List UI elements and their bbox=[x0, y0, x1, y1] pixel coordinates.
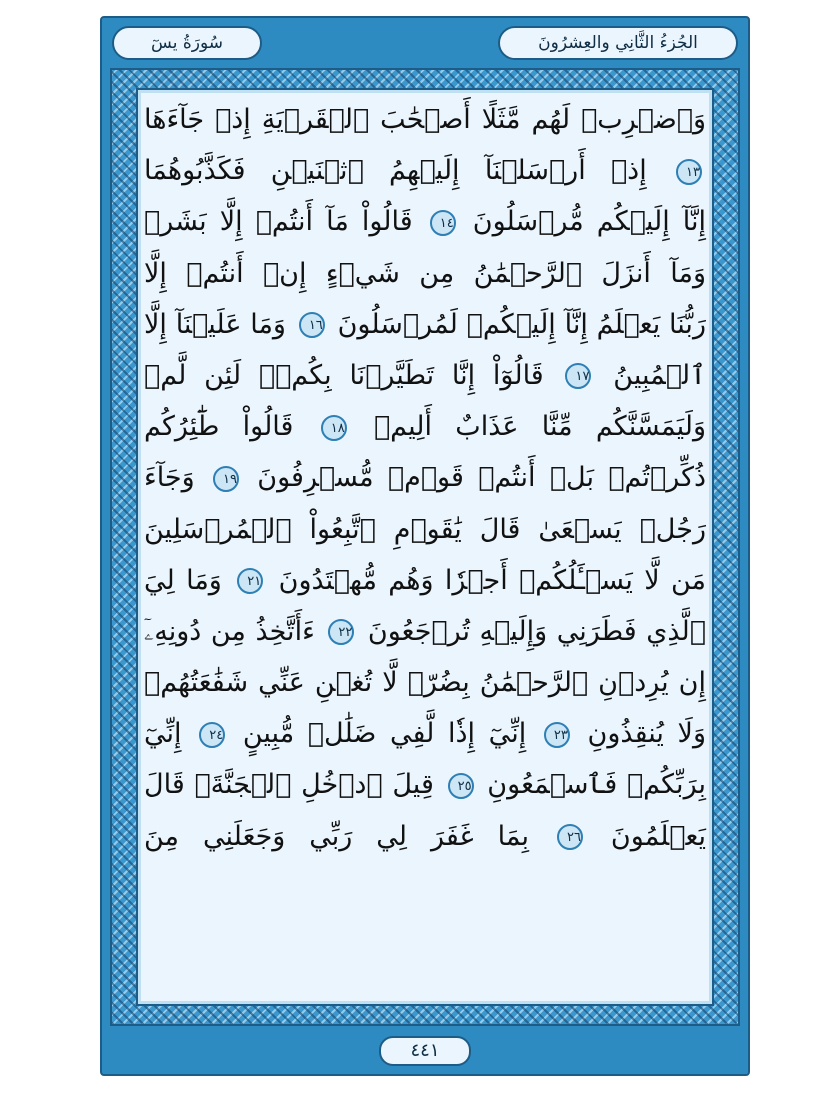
ayah-number-marker: ٢٥ bbox=[448, 773, 474, 799]
verse-line bbox=[138, 350, 712, 401]
quran-text-area bbox=[136, 88, 714, 1006]
verse-line bbox=[138, 811, 712, 862]
verse-line bbox=[138, 299, 712, 350]
verse-text: قِيلَ ٱدۡخُلِ ٱلۡجَنَّةَۖ قَالَ bbox=[144, 769, 434, 801]
verse-text: رَبُّنَا يَعۡلَمُ إِنَّآ إِلَيۡكُمۡ لَمُرۡسَلُونَ bbox=[337, 308, 706, 340]
verse-text: إِنِّيٓ إِذٗا لَّفِي ضَلَٰلٖ مُّبِينٍ bbox=[242, 718, 527, 750]
verse-text: وَلَيَمَسَّنَّكُم مِّنَّا عَذَابٌ أَلِيمٞ bbox=[373, 411, 706, 443]
ayah-number-marker: ١٨ bbox=[321, 415, 347, 441]
verse-line bbox=[138, 606, 712, 657]
ayah-number-marker: ٢٣ bbox=[544, 722, 570, 748]
verse-text: ٱلۡمُبِينُ bbox=[613, 359, 706, 391]
surah-title: سُورَةُ يسٓ bbox=[112, 26, 262, 60]
verse-text: ذُكِّرۡتُمۚ بَلۡ أَنتُمۡ قَوۡمٞ مُّسۡرِفُونَ bbox=[257, 462, 706, 494]
verse-text: قَالُواْ مَآ أَنتُمۡ إِلَّا بَشَرٞ bbox=[144, 206, 413, 238]
verse-line bbox=[138, 248, 712, 299]
verse-text: وَمَا عَلَيۡنَآ إِلَّا bbox=[144, 308, 286, 340]
verse-text: بِمَا غَفَرَ لِي رَبِّي وَجَعَلَنِي مِنَ bbox=[144, 820, 529, 852]
verse-line bbox=[138, 708, 712, 759]
verse-line bbox=[138, 657, 712, 708]
verse-text: إِنَّآ إِلَيۡكُم مُّرۡسَلُونَ bbox=[472, 206, 706, 238]
verse-line bbox=[138, 94, 712, 145]
ayah-number-marker: ١٩ bbox=[213, 466, 239, 492]
verse-text: مَن لَّا يَسۡـَٔلُكُمۡ أَجۡرٗا وَهُم مُّهۡتَدُونَ bbox=[278, 564, 706, 596]
verse-line bbox=[138, 555, 712, 606]
ayah-number-marker: ١٤ bbox=[430, 210, 456, 236]
verse-text: رَجُلٞ يَسۡعَىٰ قَالَ يَٰقَوۡمِ ٱتَّبِعُواْ ٱلۡمُرۡسَلِينَ bbox=[144, 513, 706, 545]
ayah-number-marker: ٢٤ bbox=[199, 722, 225, 748]
verse-line bbox=[138, 196, 712, 247]
juz-title: الجُزءُ الثَّانِي والعِشرُونَ bbox=[498, 26, 738, 60]
mushaf-page bbox=[100, 16, 750, 1076]
ayah-number-marker: ٢٢ bbox=[328, 619, 354, 645]
ayah-number-marker: ١٣ bbox=[676, 159, 702, 185]
verse-line bbox=[138, 759, 712, 810]
verse-text: ٱلَّذِي فَطَرَنِي وَإِلَيۡهِ تُرۡجَعُونَ bbox=[367, 615, 706, 647]
verse-text: وَمَآ أَنزَلَ ٱلرَّحۡمَٰنُ مِن شَيۡءٍ إِنۡ أَنتُمۡ إِلَّا bbox=[144, 257, 706, 289]
ayah-number-marker: ٢٦ bbox=[557, 824, 583, 850]
verse-text: وَلَا يُنقِذُونِ bbox=[587, 718, 706, 750]
verse-lines bbox=[138, 94, 712, 1004]
verse-line bbox=[138, 401, 712, 452]
verse-text: قَالُوٓاْ إِنَّا تَطَيَّرۡنَا بِكُمۡۖ لَئِن لَّمۡ bbox=[144, 359, 544, 391]
verse-text: بِرَبِّكُمۡ فَٱسۡمَعُونِ bbox=[487, 769, 706, 801]
verse-text: إِذۡ أَرۡسَلۡنَآ إِلَيۡهِمُ ٱثۡنَيۡنِ فَكَذَّبُوهُمَا bbox=[144, 155, 647, 187]
ayah-number-marker: ١٦ bbox=[299, 312, 325, 338]
verse-text: يَعۡلَمُونَ bbox=[610, 820, 706, 852]
page-frame bbox=[100, 16, 750, 1076]
verse-line bbox=[138, 504, 712, 555]
verse-text: ءَأَتَّخِذُ مِن دُونِهِۦٓ bbox=[144, 615, 315, 647]
verse-text: وَمَا لِيَ bbox=[144, 564, 222, 596]
verse-text: وَٱضۡرِبۡ لَهُم مَّثَلًا أَصۡحَٰبَ ٱلۡقَرۡيَةِ إِذۡ جَآءَهَا bbox=[144, 104, 706, 135]
verse-text: إِنِّيٓ bbox=[144, 718, 182, 750]
ayah-number-marker: ١٧ bbox=[565, 363, 591, 389]
ayah-number-marker: ٢١ bbox=[237, 568, 263, 594]
verse-line bbox=[138, 452, 712, 503]
verse-text: إِن يُرِدۡنِ ٱلرَّحۡمَٰنُ بِضُرّٖ لَّا تُغۡنِ عَنِّي شَفَٰعَتُهُمۡ bbox=[144, 667, 706, 699]
verse-text: قَالُواْ طَٰٓئِرُكُم bbox=[144, 411, 294, 443]
verse-line bbox=[138, 145, 712, 196]
verse-text: وَجَآءَ bbox=[144, 462, 195, 494]
page-number: ٤٤١ bbox=[379, 1036, 471, 1066]
